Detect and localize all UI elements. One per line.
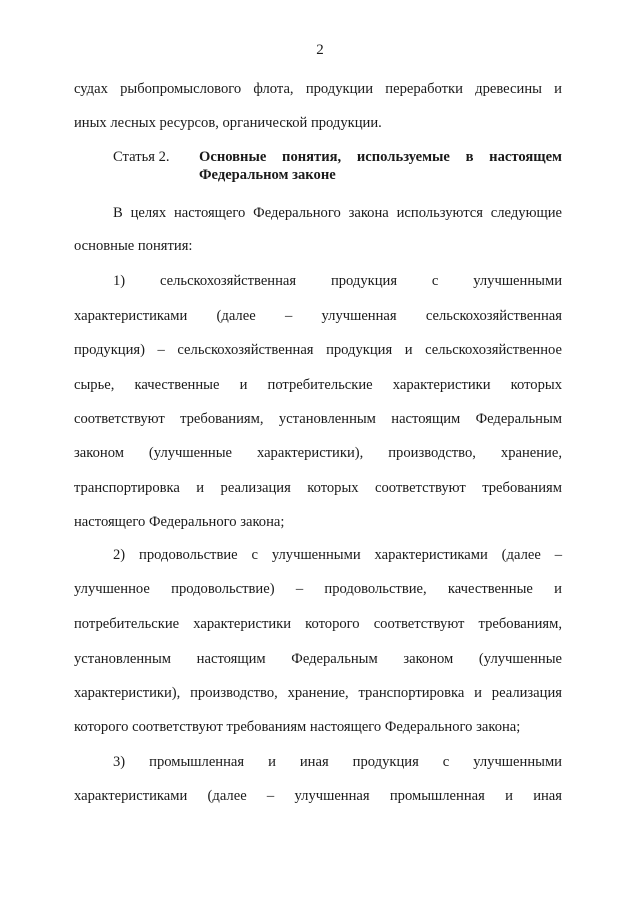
text-line: улучшенное продовольствие) – продовольствие, качественные и [74, 581, 562, 597]
text-line: иных лесных ресурсов, органической продукции. [74, 115, 382, 131]
article-title: Основные понятия, используемые в настоящем Федеральном законе [199, 149, 562, 183]
article-number: Статья 2. [113, 149, 170, 165]
page-number: 2 [316, 42, 324, 58]
text-line: установленным настоящим Федеральным законом (улучшенные [74, 651, 562, 667]
text-line: законом (улучшенные характеристики), производство, хранение, [74, 445, 562, 461]
text-line: потребительские характеристики которого соответствуют требованиям, [74, 616, 562, 632]
text-line: характеристиками (далее – улучшенная сельскохозяйственная [74, 308, 562, 324]
text-line: В целях настоящего Федерального закона используются следующие [113, 205, 562, 221]
text-line: судах рыбопромыслового флота, продукции переработки древесины и [74, 81, 562, 97]
text-line: настоящего Федерального закона; [74, 514, 285, 530]
text-line: транспортировка и реализация которых соответствуют требованиям [74, 480, 562, 496]
text-line: характеристиками (далее – улучшенная промышленная и иная [74, 788, 562, 804]
text-line: 2) продовольствие с улучшенными характеристиками (далее – [113, 547, 562, 563]
text-line: характеристики), производство, хранение, транспортировка и реализация [74, 685, 562, 701]
text-line: продукция) – сельскохозяйственная продукция и сельскохозяйственное [74, 342, 562, 358]
text-line: 1) сельскохозяйственная продукция с улучшенными [113, 273, 562, 289]
text-line: 3) промышленная и иная продукция с улучшенными [113, 754, 562, 770]
text-line: основные понятия: [74, 238, 193, 254]
text-line: которого соответствуют требованиям настоящего Федерального закона; [74, 719, 521, 735]
text-line: сырье, качественные и потребительские характеристики которых [74, 377, 562, 393]
text-line: соответствуют требованиям, установленным настоящим Федеральным [74, 411, 562, 427]
